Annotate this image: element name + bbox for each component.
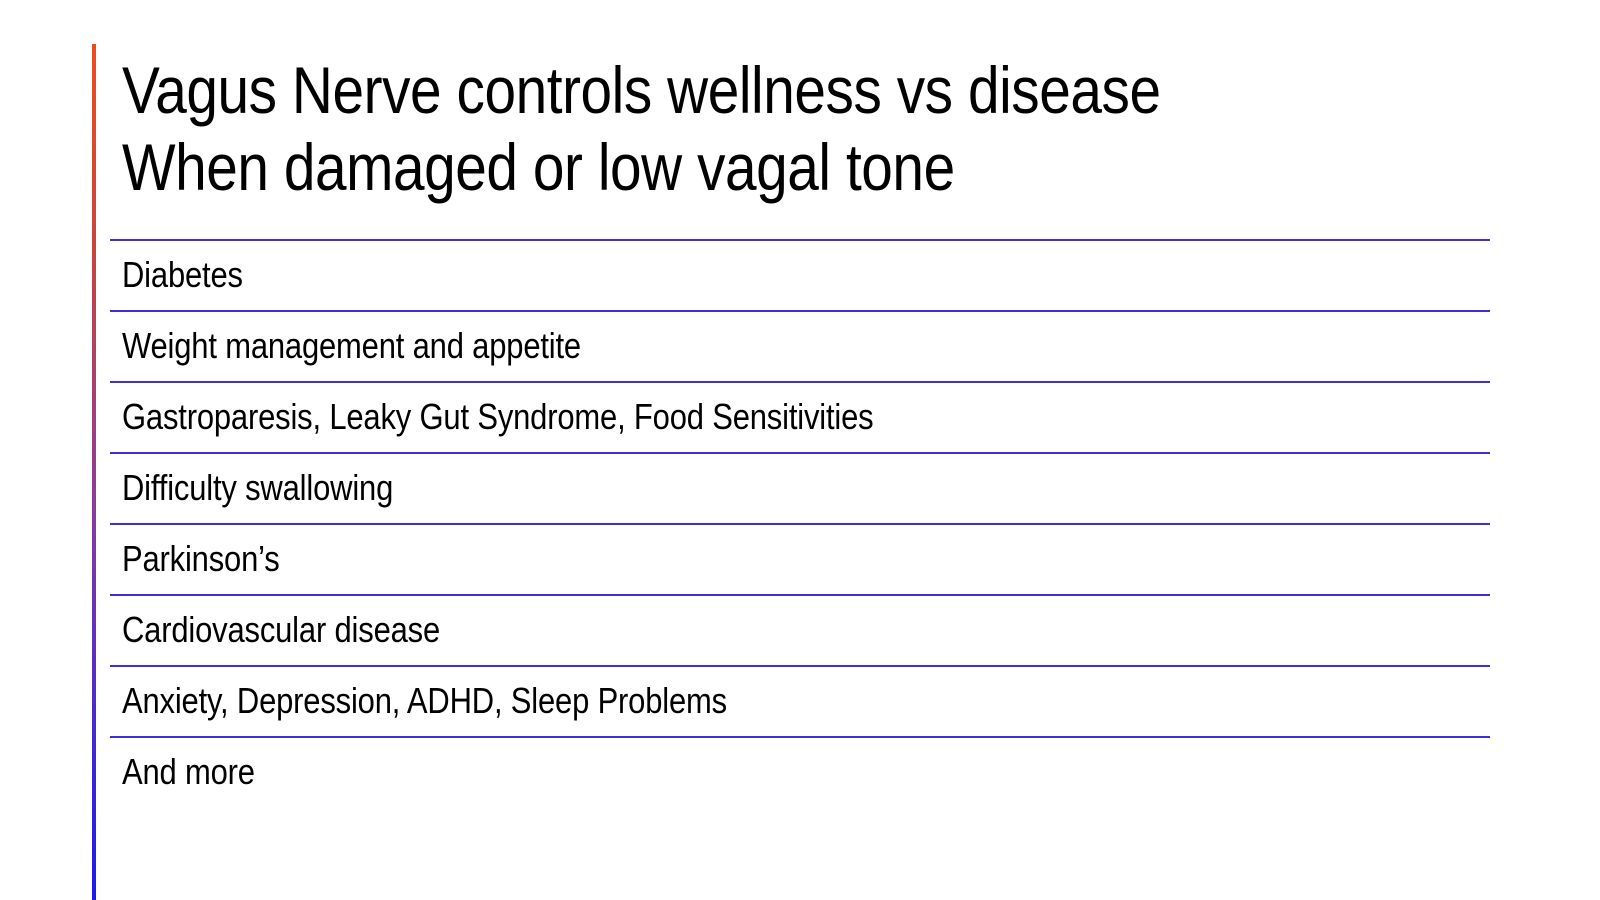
- list-item-text: Parkinson’s: [122, 538, 280, 579]
- list-item: [110, 665, 1490, 736]
- list-item: [110, 239, 1490, 310]
- list-item-text: Weight management and appetite: [122, 325, 581, 366]
- accent-bar: [92, 44, 96, 900]
- list-item: [110, 381, 1490, 452]
- list-item-text: Cardiovascular disease: [122, 609, 441, 650]
- list-item: [110, 452, 1490, 523]
- condition-list: [110, 239, 1490, 807]
- slide-title: [122, 52, 1161, 206]
- list-item-text: Anxiety, Depression, ADHD, Sleep Problems: [122, 680, 727, 721]
- list-item: [110, 310, 1490, 381]
- title-line-2: When damaged or low vagal tone: [122, 130, 955, 204]
- list-item: [110, 523, 1490, 594]
- list-item-text: Difficulty swallowing: [122, 467, 394, 508]
- list-item: [110, 594, 1490, 665]
- title-line-1: Vagus Nerve controls wellness vs disease: [122, 53, 1161, 127]
- list-item: [110, 736, 1490, 807]
- list-item-text: Diabetes: [122, 254, 243, 295]
- list-item-text: And more: [122, 751, 255, 792]
- list-item-text: Gastroparesis, Leaky Gut Syndrome, Food Sensitivities: [122, 396, 874, 437]
